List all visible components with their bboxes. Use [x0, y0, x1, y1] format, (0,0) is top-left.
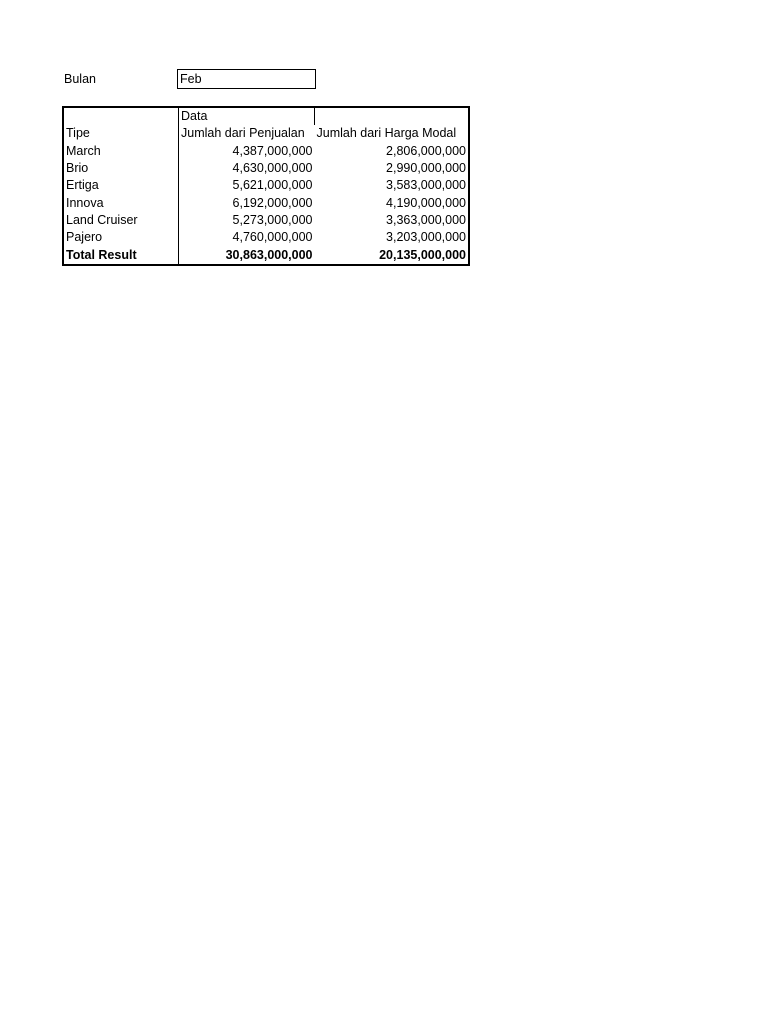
row-harga-modal: 2,806,000,000: [386, 143, 466, 158]
pivot-corner-cell: [63, 107, 179, 125]
filter-label: Bulan: [64, 72, 96, 86]
row-harga-modal: 3,583,000,000: [386, 178, 466, 193]
header-penjualan: Jumlah dari Penjualan: [179, 125, 315, 142]
row-tipe: Land Cruiser: [66, 212, 138, 227]
row-penjualan: 4,387,000,000: [179, 143, 315, 160]
pivot-header-row: [63, 125, 469, 142]
row-penjualan: 4,760,000,000: [179, 229, 315, 246]
pivot-data-row: [63, 107, 469, 125]
row-penjualan: 5,273,000,000: [179, 212, 315, 229]
table-row: [63, 160, 469, 177]
total-penjualan: 30,863,000,000: [179, 246, 315, 264]
row-harga-modal: 3,363,000,000: [386, 212, 466, 227]
data-field-empty-cell: [315, 107, 470, 125]
table-row: [63, 194, 469, 211]
total-label: Total Result: [66, 247, 137, 262]
pivot-table: [62, 106, 470, 266]
total-row: [63, 246, 469, 264]
row-tipe: March: [66, 143, 101, 158]
row-harga-modal: 2,990,000,000: [386, 161, 466, 176]
row-harga-modal: 4,190,000,000: [386, 195, 466, 210]
row-tipe: Innova: [66, 195, 104, 210]
total-harga-modal: 20,135,000,000: [379, 247, 466, 262]
table-row: [63, 177, 469, 194]
table-row: [63, 212, 469, 229]
row-tipe: Brio: [66, 161, 89, 176]
row-harga-modal: 3,203,000,000: [386, 230, 466, 245]
filter-dropdown[interactable]: Feb: [177, 69, 316, 89]
header-harga-modal: Jumlah dari Harga Modal: [316, 126, 457, 141]
row-penjualan: 6,192,000,000: [179, 194, 315, 211]
table-row: [63, 143, 469, 160]
row-penjualan: 5,621,000,000: [179, 177, 315, 194]
data-field-label[interactable]: Data: [179, 107, 315, 125]
row-tipe: Ertiga: [66, 178, 99, 193]
row-penjualan: 4,630,000,000: [179, 160, 315, 177]
row-tipe: Pajero: [66, 230, 103, 245]
header-tipe[interactable]: Tipe: [66, 126, 90, 141]
table-row: [63, 229, 469, 246]
